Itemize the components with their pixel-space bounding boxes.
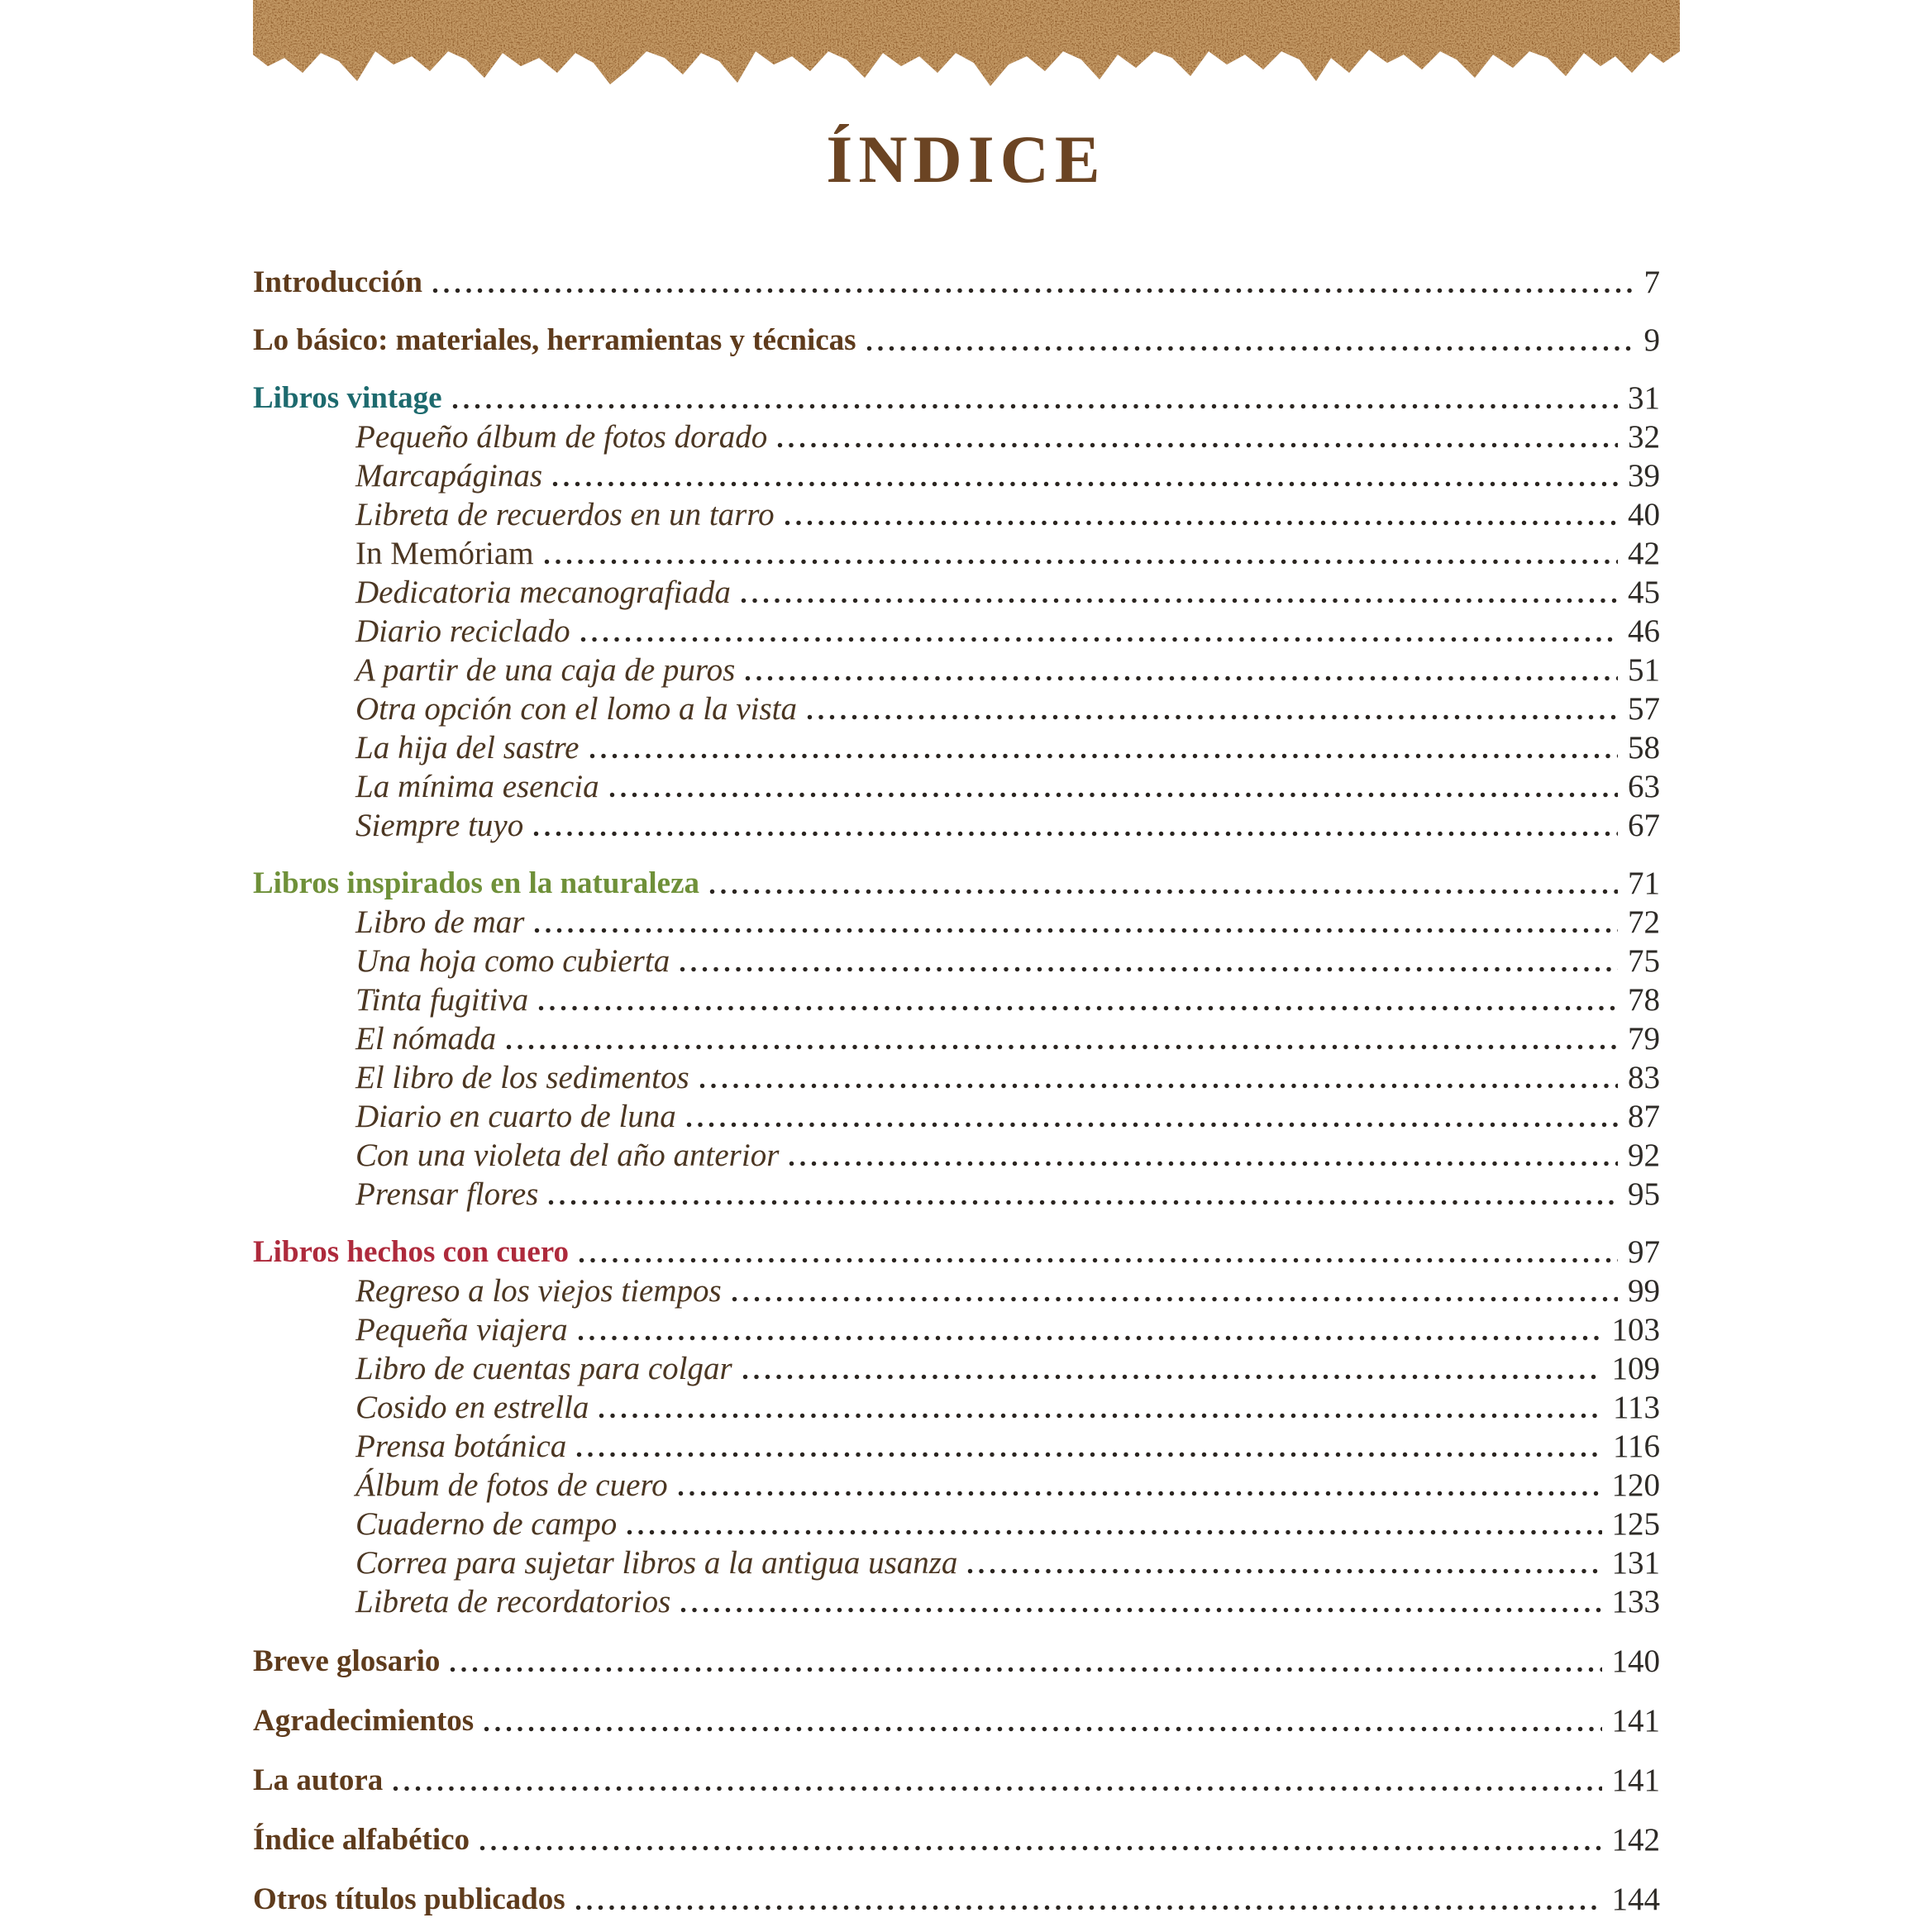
- toc-entry-page: 57: [1628, 691, 1660, 727]
- toc-row: [253, 1430, 1680, 1463]
- toc-entry-page: 141: [1611, 1763, 1660, 1798]
- dotted-leader: [699, 1083, 1618, 1089]
- toc-entry-page: 140: [1611, 1643, 1660, 1679]
- toc-entry-label: Regreso a los viejos tiempos: [355, 1273, 722, 1309]
- toc-entry-page: 72: [1628, 904, 1660, 940]
- toc-entry-label: Prensar flores: [355, 1176, 539, 1212]
- toc-entry-label: Libro de mar: [355, 904, 525, 940]
- toc-row: [253, 1275, 1680, 1308]
- dotted-leader: [578, 1335, 1602, 1341]
- dotted-leader: [576, 1452, 1603, 1457]
- toc-entry-label: In Memóriam: [355, 536, 534, 571]
- toc-entry-page: 67: [1628, 808, 1660, 843]
- dotted-leader: [538, 1005, 1618, 1011]
- toc-entry-page: 120: [1611, 1467, 1660, 1503]
- toc-entry-label: Libreta de recuerdos en un tarro: [355, 497, 775, 532]
- dotted-leader: [552, 481, 1618, 487]
- toc-entry-label: Una hoja como cubierta: [355, 943, 670, 979]
- toc-row: [253, 1508, 1680, 1541]
- toc-entry-page: 133: [1611, 1584, 1660, 1620]
- toc-row: [253, 1236, 1680, 1269]
- dotted-leader: [575, 1905, 1602, 1911]
- dotted-leader: [506, 1044, 1618, 1050]
- torn-paper-banner: [253, 0, 1680, 86]
- dotted-leader: [579, 1257, 1618, 1263]
- toc-entry-page: 45: [1628, 575, 1660, 610]
- dotted-leader: [580, 637, 1618, 642]
- toc-entry-page: 97: [1628, 1234, 1660, 1270]
- toc-entry-page: 31: [1628, 380, 1660, 416]
- toc-row: [253, 809, 1680, 842]
- toc-entry-label: Prensa botánica: [355, 1429, 567, 1464]
- dotted-leader: [548, 1200, 1618, 1205]
- toc-entry-label: Dedicatoria mecanografiada: [355, 575, 731, 610]
- dotted-leader: [627, 1529, 1601, 1535]
- dotted-leader: [589, 753, 1619, 759]
- dotted-leader: [680, 966, 1618, 972]
- toc-entry-page: 71: [1628, 866, 1660, 901]
- toc-entry-page: 116: [1612, 1429, 1660, 1464]
- toc-entry-label: Pequeño álbum de fotos dorado: [355, 419, 768, 455]
- toc-row: [253, 1314, 1680, 1347]
- dotted-leader: [599, 1413, 1603, 1419]
- dotted-leader: [785, 520, 1618, 526]
- toc-row: [253, 1100, 1680, 1133]
- toc-entry-page: 99: [1628, 1273, 1660, 1309]
- dotted-leader: [452, 403, 1618, 409]
- toc-row: [253, 1705, 1680, 1738]
- toc-entry-page: 144: [1611, 1882, 1660, 1917]
- dotted-leader: [741, 598, 1618, 603]
- dotted-leader: [807, 714, 1618, 720]
- toc-entry-page: 109: [1611, 1351, 1660, 1386]
- toc-row: [253, 1352, 1680, 1386]
- toc-entry-label: Libros vintage: [253, 381, 442, 415]
- toc-entry-label: Pequeña viajera: [355, 1312, 568, 1348]
- toc-entry-page: 9: [1643, 322, 1660, 358]
- toc-entry-page: 75: [1628, 943, 1660, 979]
- toc-entry-page: 58: [1628, 730, 1660, 766]
- toc-entry-label: Álbum de fotos de cuero: [355, 1467, 668, 1503]
- toc-entry-label: Breve glosario: [253, 1644, 441, 1678]
- toc-entry-page: 46: [1628, 613, 1660, 649]
- toc-entry-label: Diario en cuarto de luna: [355, 1099, 676, 1134]
- toc-entry-page: 95: [1628, 1176, 1660, 1212]
- toc-row: [253, 499, 1680, 532]
- toc-entry-page: 142: [1611, 1822, 1660, 1858]
- toc-entry-label: Cuaderno de campo: [355, 1506, 618, 1542]
- toc-row: [253, 1391, 1680, 1424]
- toc-row: [253, 1586, 1680, 1619]
- dotted-leader: [484, 1726, 1601, 1732]
- toc-entry-page: 63: [1628, 769, 1660, 804]
- toc-entry-page: 39: [1628, 458, 1660, 494]
- toc-entry-page: 92: [1628, 1138, 1660, 1173]
- dotted-leader: [432, 288, 1634, 293]
- dotted-leader: [745, 675, 1618, 681]
- dotted-leader: [686, 1122, 1618, 1128]
- toc-entry-label: La mínima esencia: [355, 769, 599, 804]
- toc-row: [253, 945, 1680, 978]
- toc-entry-page: 78: [1628, 982, 1660, 1018]
- dotted-leader: [393, 1786, 1601, 1791]
- toc-row: [253, 382, 1680, 415]
- dotted-leader: [742, 1374, 1602, 1380]
- toc-row: [253, 1764, 1680, 1797]
- toc-row: [253, 770, 1680, 804]
- toc-entry-page: 113: [1612, 1390, 1660, 1425]
- toc-row: [253, 266, 1680, 299]
- toc-entry-label: El nómada: [355, 1021, 497, 1057]
- toc-row: [253, 421, 1680, 454]
- toc-row: [253, 1023, 1680, 1056]
- toc-entry-page: 125: [1611, 1506, 1660, 1542]
- toc-entry-page: 7: [1643, 265, 1660, 300]
- toc-row: [253, 1061, 1680, 1095]
- dotted-leader: [544, 559, 1618, 565]
- toc-row: [253, 1824, 1680, 1857]
- toc-entry-label: Libros inspirados en la naturaleza: [253, 866, 700, 900]
- dotted-leader: [534, 928, 1618, 933]
- toc-entry-page: 79: [1628, 1021, 1660, 1057]
- toc-entry-page: 103: [1611, 1312, 1660, 1348]
- toc-entry-label: Con una violeta del año anterior: [355, 1138, 780, 1173]
- page-title: ÍNDICE: [826, 122, 1106, 197]
- toc-entry-label: La hija del sastre: [355, 730, 580, 766]
- toc-row: [253, 1178, 1680, 1211]
- dotted-leader: [789, 1161, 1618, 1166]
- toc-row: [253, 1139, 1680, 1172]
- toc-row: [253, 984, 1680, 1017]
- toc-row: [253, 906, 1680, 939]
- toc-row: [253, 324, 1680, 357]
- toc-row: [253, 537, 1680, 570]
- dotted-leader: [967, 1568, 1601, 1574]
- toc-row: [253, 1883, 1680, 1916]
- toc-row: [253, 615, 1680, 648]
- toc-entry-label: Índice alfabético: [253, 1823, 470, 1857]
- toc-entry-label: La autora: [253, 1763, 384, 1797]
- toc-entry-page: 32: [1628, 419, 1660, 455]
- toc-row: [253, 693, 1680, 726]
- dotted-leader: [678, 1491, 1602, 1496]
- toc-entry-page: 40: [1628, 497, 1660, 532]
- toc-entry-page: 42: [1628, 536, 1660, 571]
- dotted-leader: [866, 346, 1634, 351]
- dotted-leader: [777, 442, 1618, 448]
- toc-entry-label: Otros títulos publicados: [253, 1882, 565, 1916]
- toc-entry-page: 131: [1611, 1545, 1660, 1581]
- toc-entry-label: Otra opción con el lomo a la vista: [355, 691, 798, 727]
- toc-row: [253, 1469, 1680, 1502]
- dotted-leader: [609, 792, 1618, 798]
- toc-entry-page: 83: [1628, 1060, 1660, 1095]
- toc-entry-label: Siempre tuyo: [355, 808, 524, 843]
- toc-entry-label: Libreta de recordatorios: [355, 1584, 671, 1620]
- toc-entry-label: Cosido en estrella: [355, 1390, 589, 1425]
- toc-row: [253, 576, 1680, 609]
- toc-entry-label: Agradecimientos: [253, 1704, 475, 1738]
- toc-entry-label: A partir de una caja de puros: [355, 652, 736, 688]
- toc-row: [253, 654, 1680, 687]
- toc-row: [253, 460, 1680, 493]
- dotted-leader: [533, 831, 1618, 837]
- toc-entry-page: 87: [1628, 1099, 1660, 1134]
- toc-row: [253, 867, 1680, 900]
- toc-row: [253, 1547, 1680, 1580]
- toc-entry-label: Marcapáginas: [355, 458, 543, 494]
- dotted-leader: [709, 889, 1618, 894]
- toc-entry-page: 141: [1611, 1703, 1660, 1739]
- toc-entry-label: Tinta fugitiva: [355, 982, 529, 1018]
- dotted-leader: [479, 1845, 1601, 1851]
- toc-row: [253, 732, 1680, 765]
- toc-entry-label: Libros hechos con cuero: [253, 1235, 570, 1269]
- dotted-leader: [680, 1607, 1601, 1613]
- toc-entry-label: Lo básico: materiales, herramientas y técnicas: [253, 323, 856, 357]
- toc-entry-page: 51: [1628, 652, 1660, 688]
- toc-entry-label: Libro de cuentas para colgar: [355, 1351, 732, 1386]
- toc-entry-label: Correa para sujetar libros a la antigua usanza: [355, 1545, 958, 1581]
- toc-entry-label: Introducción: [253, 265, 422, 299]
- toc-list: [253, 266, 1680, 1916]
- toc-entry-label: El libro de los sedimentos: [355, 1060, 689, 1095]
- toc-row: [253, 1645, 1680, 1678]
- dotted-leader: [450, 1667, 1601, 1672]
- dotted-leader: [732, 1296, 1618, 1302]
- toc-entry-label: Diario reciclado: [355, 613, 570, 649]
